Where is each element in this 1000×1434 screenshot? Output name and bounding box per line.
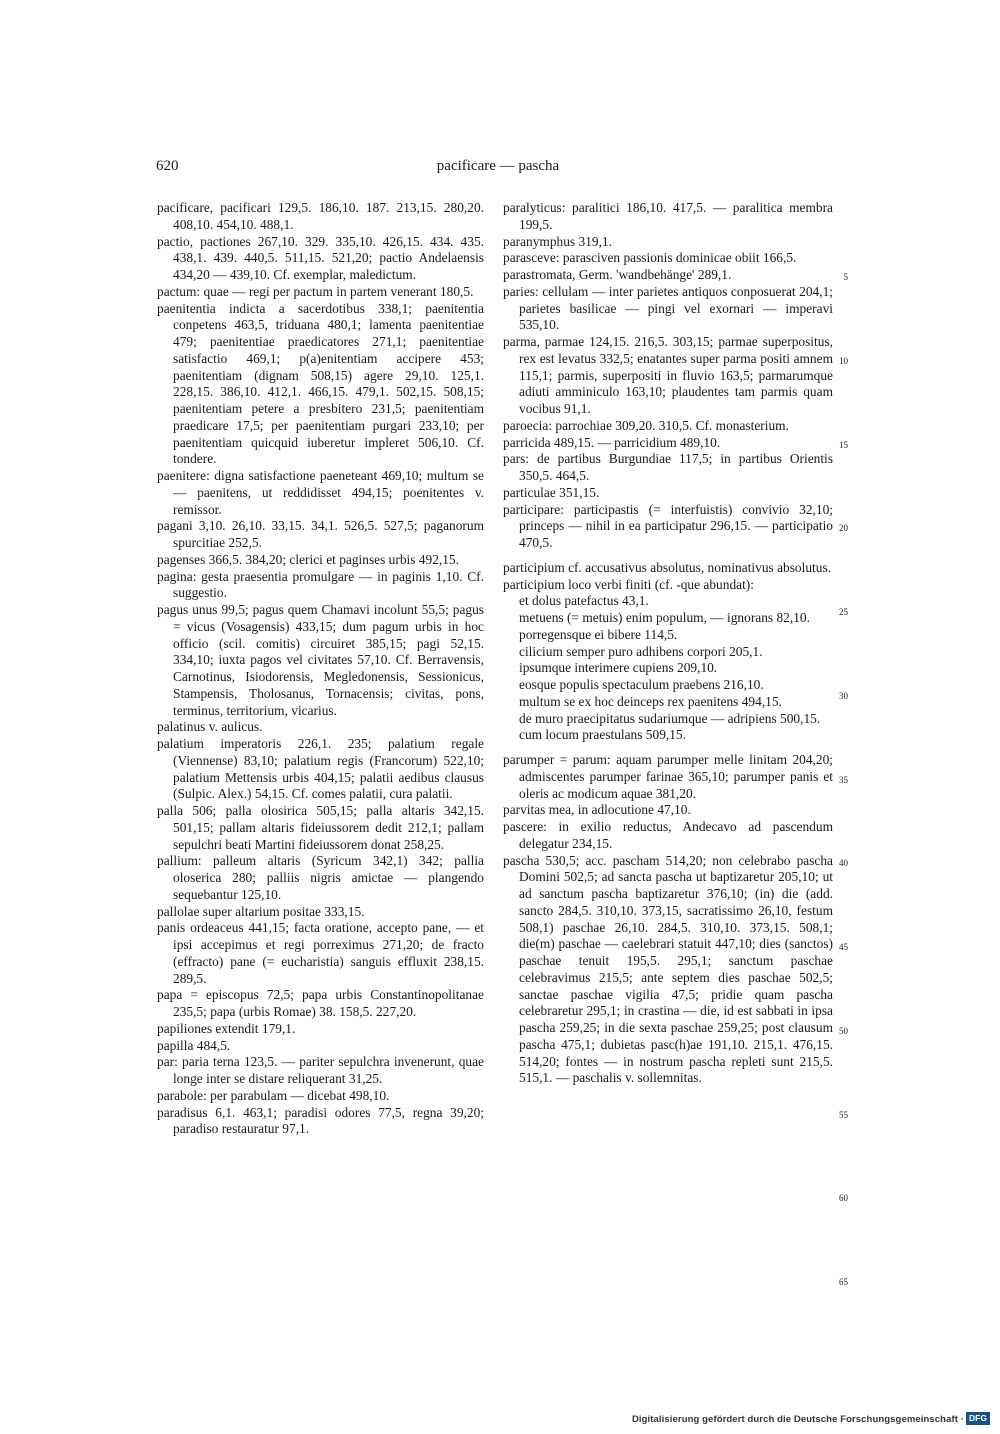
index-entry: parricida 489,15. — parricidium 489,10. bbox=[503, 434, 721, 450]
index-entry: pallolae super altarium positae 333,15. bbox=[157, 903, 365, 919]
index-subentry: metuens (= metuis) enim populum, — ignorans 82,10. bbox=[519, 610, 810, 625]
index-subentry: porregensque ei bibere 114,5. bbox=[519, 626, 678, 642]
margin-line-number: 30 bbox=[839, 690, 848, 701]
index-entry: parumper = parum: aquam parumper melle linitam 204,20; admiscentes parumper farinae 365,10; parumper panis et oleris ac modicum aquae 381,20. bbox=[503, 752, 833, 801]
margin-line-number: 35 bbox=[839, 774, 848, 785]
margin-line-number: 15 bbox=[839, 439, 848, 450]
page-header bbox=[156, 158, 840, 182]
index-entry: pascere: in exilio reductus, Andecavo ad pascendum delegatur 234,15. bbox=[503, 819, 833, 851]
index-entry: pagenses 366,5. 384,20; clerici et paginses urbis 492,15. bbox=[157, 551, 459, 567]
index-entry: paradisus 6,1. 463,1; paradisi odores 77,5, regna 39,20; paradiso restauratur 97,1. bbox=[157, 1104, 484, 1137]
index-entry: pacificare, pacificari 129,5. 186,10. 187. 213,15. 280,20. 408,10. 454,10. 488,1. bbox=[157, 200, 484, 232]
index-entry: pascha 530,5; acc. pascham 514,20; non celebrabo pascha Domini 502,5; ad sancta pascha ut baptizaretur 205,10; ut ad sanctum pascha baptizaretur 376,10; (in) die (add. sancto 284,5. 310,10. 373,15, sacratissimo 26,10, festum 508,1) paschae 26,10. 284,5. 310,10. 373,15. 508,1; die(m) paschae — caelebrari statuit 447,10; dies (sanctos) paschae tenuit 195,5. 295,1; sanctum paschae celebravimus 215,5; ante septem dies paschae 502,5; sanctae paschae vigilia 47,5; pridie quam pascha celebraretur 295,1; in crastina — die, id est sabbati in ipsa pascha 259,25; in die sexta paschae 259,25; post clausum pascha 475,1; dubietas pasc(h)ae 191,10. 215,1. 476,15. 514,20; fontes — in nostrum pascha repleti sunt 215,5. 515,1. — paschalis v. sollemnitas. bbox=[503, 852, 833, 1086]
margin-line-number: 65 bbox=[839, 1277, 848, 1287]
index-subentry: cilicium semper puro adhibens corpori 205,1. bbox=[519, 643, 763, 659]
index-entry: paenitere: digna satisfactione paeneteant 469,10; multum se — paenitens, ut reddidisset 494,15; poenitentes v. remissor. bbox=[157, 468, 484, 517]
margin-line-number: 55 bbox=[839, 1109, 848, 1120]
index-entry: papa = episcopus 72,5; papa urbis Constantinopolitanae 235,5; papa (urbis Romae) 38. 158,5. 227,20. bbox=[157, 987, 484, 1019]
index-subentry: et dolus patefactus 43,1. bbox=[519, 593, 649, 609]
right-column bbox=[503, 200, 833, 1087]
index-entry: paries: cellulam — inter parietes antiquos conposuerat 204,1; parietes basilicae — pingi vel exornari — imperavi 535,10. bbox=[503, 283, 833, 333]
page-number: 620 bbox=[156, 158, 179, 174]
running-head: pacificare — pascha bbox=[436, 158, 560, 174]
index-entry: particulae 351,15. bbox=[503, 484, 600, 500]
index-entry: par: paria terna 123,5. — pariter sepulchra invenerunt, quae longe inter se distare reliquerant 31,25. bbox=[157, 1054, 484, 1086]
index-entry: pagus unus 99,5; pagus quem Chamavi incolunt 55,5; pagus = vicus (Vosagensis) 433,15; dum pagum urbis in hoc officio (scil. comitis) circuiret 385,15; pagi 52,15. 334,10; iuxta pagos vel civitates 57,10. Cf. Berravensis, Carnotinus, Isiodorensis, Megledonensis, Sessionicus, Stampensis, Tholosanus, Tornacensis; civitas, pons, terminus, territorium, vicarius. bbox=[157, 602, 484, 718]
index-entry: paenitentia indicta a sacerdotibus 338,1; paenitentia conpetens 463,5, triduana 480,1; lamenta paenitentiae 479; paenitentiae praedicatores 271,1; paenitentiae satisfactio 469,1; p(a)enitentiam accipere 453; paenitentiam (dignam 508,15) agere 29,10. 125,1. 228,15. 386,10. 412,1. 466,15. 479,1. 502,15. 508,15; paenitentiam petere a presbitero 231,5; paenitentiam praedicare 17,5; per paenitentiam purgari 233,10; per paenitentiam quicquid iuberetur impleret 506,10. Cf. tondere. bbox=[157, 300, 484, 467]
margin-line-number: 20 bbox=[839, 523, 848, 534]
dfg-logo: DFG bbox=[966, 1412, 990, 1425]
margin-line-number: 10 bbox=[839, 355, 848, 366]
index-entry: pagani 3,10. 26,10. 33,15. 34,1. 526,5. 527,5; paganorum spurcitiae 252,5. bbox=[157, 518, 484, 550]
index-entry: palatium imperatoris 226,1. 235; palatium regale (Viennense) 83,10; palatium regis (Francorum) 522,10; palatium Mettensis urbis 404,15; palatii aedibus clausus (Sulpic. Alex.) 54,15. Cf. comes palatii, cura palatii. bbox=[157, 736, 484, 802]
margin-line-number: 60 bbox=[839, 1193, 848, 1204]
index-entry: parastromata, Germ. 'wandbehänge' 289,1. bbox=[503, 267, 732, 282]
index-entry: papilla 484,5. bbox=[157, 1037, 231, 1053]
index-entry: panis ordeaceus 441,15; facta oratione, accepto pane, — et ipsi accepimus et regi porreximus 271,20; de fracto (effracto) pane (= eucharistia) sanguis effluxit 238,15. 289,5. bbox=[157, 920, 484, 986]
index-subentry: de muro praecipitatus sudariumque — adripiens 500,15. bbox=[519, 710, 821, 726]
margin-line-number: 45 bbox=[839, 942, 848, 952]
index-entry: parvitas mea, in adlocutione 47,10. bbox=[503, 802, 691, 818]
index-entry: papiliones extendit 179,1. bbox=[157, 1020, 296, 1036]
index-entry: parabole: per parabulam — dicebat 498,10. bbox=[157, 1087, 390, 1103]
index-entry: pactum: quae — regi per pactum in partem venerant 180,5. bbox=[157, 283, 474, 299]
left-column bbox=[157, 200, 484, 1138]
margin-line-number: 40 bbox=[839, 858, 848, 869]
index-subentry: ipsumque interimere cupiens 209,10. bbox=[519, 660, 718, 676]
index-entry: paranymphus 319,1. bbox=[503, 233, 612, 249]
index-subentry: eosque populis spectaculum praebens 216,10. bbox=[519, 677, 764, 692]
index-entry: participium loco verbi finiti (cf. -que abundat): bbox=[503, 576, 754, 592]
index-entry: parma, parmae 124,15. 216,5. 303,15; parmae superpositus, rex est levatus 332,5; enatantes super parma positi amnem 115,1; parmis, superpositi in fluvio 163,5; parmarumque adiuti amminiculo 163,10; plaudentes tam parmis quam vocibus 91,1. bbox=[503, 334, 833, 416]
digitization-credit: Digitalisierung gefördert durch die Deutsche Forschungsgemeinschaft · bbox=[631, 1414, 964, 1425]
index-entry: participium cf. accusativus absolutus, nominativus absolutus. bbox=[503, 559, 832, 575]
margin-line-number: 25 bbox=[839, 607, 848, 617]
index-entry: palatinus v. aulicus. bbox=[157, 719, 263, 735]
index-entry: participare: participastis (= interfuistis) convivio 32,10; princeps — nihil in ea participatur 296,15. — participatio 470,5. bbox=[503, 501, 833, 550]
index-entry: pactio, pactiones 267,10. 329. 335,10. 426,15. 434. 435. 438,1. 439. 440,5. 511,15. 521,20; pactio Andelaensis 434,20 — 439,10. Cf. exemplar, maledictum. bbox=[157, 233, 484, 282]
index-entry: pallium: palleum altaris (Syricum 342,1) 342; pallia oloserica 280; palliis nigris amictae — plangendo sequebantur 125,10. bbox=[157, 853, 484, 902]
index-subentry: cum locum praestulans 509,15. bbox=[519, 727, 686, 743]
index-entry: paralyticus: paralitici 186,10. 417,5. — paralitica membra 199,5. bbox=[503, 200, 833, 232]
margin-line-number: 5 bbox=[843, 272, 848, 282]
index-entry: pars: de partibus Burgundiae 117,5; in partibus Orientis 350,5. 464,5. bbox=[503, 451, 833, 483]
margin-line-number: 50 bbox=[839, 1025, 848, 1036]
index-entry: pagina: gesta praesentia promulgare — in paginis 1,10. Cf. suggestio. bbox=[157, 568, 484, 601]
index-entry: paroecia: parrochiae 309,20. 310,5. Cf. monasterium. bbox=[503, 417, 789, 433]
index-entry: parasceve: parasciven passionis dominicae obiit 166,5. bbox=[503, 250, 797, 266]
index-entry: palla 506; palla olosirica 505,15; palla altaris 342,15. 501,15; pallam altaris fideiussorem dedit 212,1; pallam sepulchri beati Martini fideiussorem donat 258,25. bbox=[157, 803, 484, 852]
index-subentry: multum se ex hoc deinceps rex paenitens 494,15. bbox=[519, 693, 782, 709]
